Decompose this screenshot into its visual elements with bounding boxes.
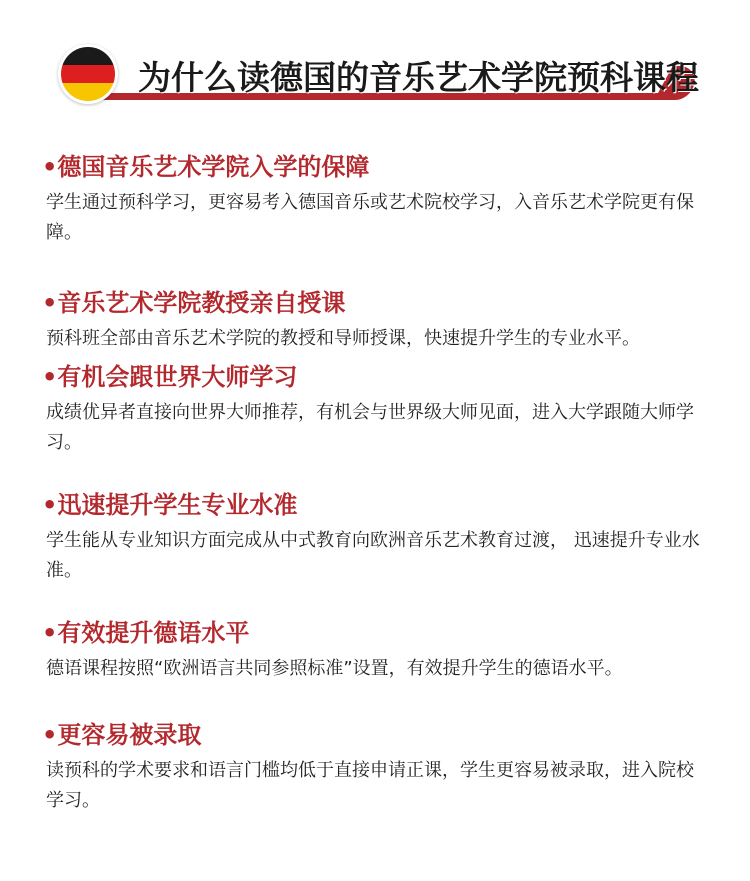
reason-item [42, 490, 712, 594]
reason-item [42, 720, 712, 824]
reason-text: 读预科的学术要求和语言门槛均低于直接申请正课，学生更容易被录取，进入院校学习。 [46, 760, 694, 811]
reason-heading: •迅速提升学生专业水准 [42, 491, 298, 519]
reason-text: 预科班全部由音乐艺术学院的教授和导师授课，快速提升学生的专业水平。 [46, 328, 640, 349]
germany-flag-icon [58, 44, 118, 104]
reason-text: 成绩优异者直接向世界大师推荐，有机会与世界级大师见面，进入大学跟随大师学习。 [46, 402, 694, 453]
reasons-list [42, 152, 712, 824]
reason-text: 德语课程按照“欧洲语言共同参照标准”设置，有效提升学生的德语水平。 [46, 658, 623, 679]
reason-item [42, 362, 712, 466]
header-banner [58, 44, 699, 104]
reason-text: 学生能从专业知识方面完成从中式教育向欧洲音乐艺术教育过渡， 迅速提升专业水准。 [46, 530, 700, 581]
reason-heading: •有机会跟世界大师学习 [42, 363, 298, 391]
reason-item [42, 618, 712, 722]
page-title: 为什么读德国的音乐艺术学院预科课程 [138, 58, 699, 97]
reason-text: 学生通过预科学习，更容易考入德国音乐或艺术院校学习，入音乐艺术学院更有保障。 [46, 192, 694, 243]
reason-heading: •德国音乐艺术学院入学的保障 [42, 153, 370, 181]
reason-item [42, 152, 712, 256]
reason-heading: •更容易被录取 [42, 721, 202, 749]
reason-heading: •有效提升德语水平 [42, 619, 250, 647]
reason-heading: •音乐艺术学院教授亲自授课 [42, 289, 346, 317]
